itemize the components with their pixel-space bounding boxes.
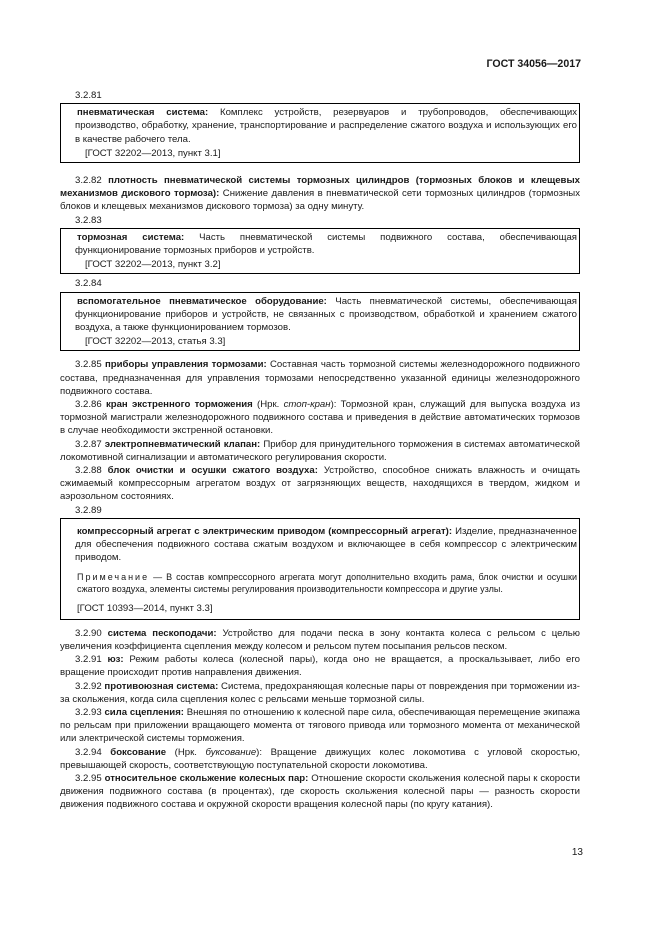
term: плотность пневматической системы тормозных цилиндров (тормозных блоков и клещевых механизмов дискового тормоза): xyxy=(60,175,580,200)
definition-paragraph xyxy=(60,772,580,812)
term: противоюзная система: xyxy=(104,680,219,692)
deprecated-prefix: (Нрк. xyxy=(166,746,206,758)
term: электропневматический клапан: xyxy=(104,438,261,450)
deprecated-prefix: (Нрк. xyxy=(252,399,284,411)
definition-text xyxy=(75,295,577,335)
note-label: Примечание xyxy=(77,571,150,582)
entry-number: 3.2.81 xyxy=(75,90,102,101)
definition-paragraph xyxy=(60,398,580,438)
entry-number: 3.2.85 xyxy=(75,359,102,371)
source-reference: [ГОСТ 32202—2013, пункт 3.2] xyxy=(85,259,221,271)
definition-paragraph xyxy=(60,358,580,398)
quoted-definition-box xyxy=(60,103,580,163)
definition-text xyxy=(75,106,577,146)
entry-number: 3.2.83 xyxy=(75,214,102,226)
definition-paragraph xyxy=(60,438,580,464)
term: юз: xyxy=(107,654,124,666)
term: вспомогательное пневматическое оборудование: xyxy=(77,295,327,307)
deprecated-term: стоп-кран xyxy=(283,399,331,411)
definition: ): Вращение движущих колес локомотива с угловой скоростью, превышающей скорость, соответствующую поступательной скорости локомотива. xyxy=(60,746,581,771)
page-number: 13 xyxy=(571,847,583,858)
definition: Снижение давления в пневматической сети тормозных цилиндров (тормозных блоков и клещевых механизмов дискового тормоза) за одну минуту. xyxy=(60,188,580,213)
entry-number: 3.2.90 xyxy=(75,627,102,639)
definition: Часть пневматической системы подвижного состава, обеспечивающая функционирование тормозных приборов и устройств. xyxy=(75,231,577,257)
source-reference: [ГОСТ 32202—2013, статья 3.3] xyxy=(85,336,226,348)
entry-number: 3.2.91 xyxy=(75,654,102,666)
definition-paragraph xyxy=(60,706,580,746)
definition: Режим работы колеса (колесной пары), когда оно не вращается, а проскальзывает, либо его вращение происходит против направления движения. xyxy=(60,654,580,679)
entry-number: 3.2.88 xyxy=(75,465,102,477)
definition-paragraph xyxy=(60,174,580,214)
entry-number: 3.2.93 xyxy=(75,706,102,718)
note-text xyxy=(75,571,577,596)
definition: Система, предохраняющая колесные пары от повреждения при торможении из-за скольжения, когда сила сцепления колес с рельсами меньше тормозной силы. xyxy=(60,680,580,705)
source-reference: [ГОСТ 10393—2014, пункт 3.3] xyxy=(77,602,213,614)
entry-number: 3.2.82 xyxy=(75,175,102,187)
quoted-definition-box xyxy=(60,518,580,620)
term: тормозная система: xyxy=(77,231,185,243)
entry-number: 3.2.84 xyxy=(75,278,102,290)
definition: Устройство для подачи песка в зону контакта колеса с рельсом с целью увеличения коэффициента сцепления между колесом и рельсом путем посыпания рельсов песком. xyxy=(60,627,580,652)
definition-paragraph xyxy=(60,627,580,653)
definition-text xyxy=(75,231,577,257)
definition-paragraph xyxy=(60,653,580,679)
definition-paragraph xyxy=(60,746,580,772)
entry-number: 3.2.94 xyxy=(75,746,102,758)
definition: Составная часть тормозной системы железнодорожного подвижного состава, предназначенная для управления тормозами непосредственно указанной единицы железнодорожного подвижного состава. xyxy=(60,359,580,397)
term: компрессорный агрегат с электрическим приводом (компрессорный агрегат): xyxy=(77,525,453,537)
definition: ): Тормозной кран, служащий для выпуска воздуха из тормозной магистрали железнодорожного подвижного состава и приведения в действие автоматических тормозов в случае необходимости экстренной остановки. xyxy=(60,399,580,437)
definition-paragraph xyxy=(60,464,580,504)
definition: Устройство, способное снижать влажность и очищать сжимаемый компрессорным агрегатом воздух от загрязняющих веществ, находящихся в твердом, жидком и аэрозольном состояниях. xyxy=(60,465,580,503)
term: относительное скольжение колесных пар: xyxy=(104,772,309,784)
term: приборы управления тормозами: xyxy=(104,359,267,371)
term: кран экстренного торможения xyxy=(105,399,253,411)
definition: Комплекс устройств, резервуаров и трубопроводов, обеспечивающих производство, обработку, хранение, транспортирование и распределение сжатого воздуха и использующих его в качестве рабочего тела. xyxy=(75,107,578,145)
definition: Внешняя по отношению к колесной паре сила, обеспечивающая перемещение экипажа по рельсам при приложении вращающего момента от тягового привода или тормозного момента от механической или электрической системы торможения. xyxy=(60,706,581,745)
entry-number: 3.2.86 xyxy=(75,399,102,411)
entry-number: 3.2.92 xyxy=(75,680,102,692)
quoted-definition-box xyxy=(60,228,580,275)
entry-number: 3.2.89 xyxy=(75,504,102,516)
definition: Изделие, предназначенное для обеспечения подвижного состава сжатым воздухом и включающее в себя компрессор с электрическим приводом. xyxy=(75,525,577,564)
term: система пескоподачи: xyxy=(107,627,217,639)
document-header: ГОСТ 34056—2017 xyxy=(486,58,581,70)
quoted-definition-box xyxy=(60,292,580,352)
document-body xyxy=(60,89,580,812)
entry-number: 3.2.87 xyxy=(75,438,102,450)
definition-text xyxy=(75,525,577,565)
deprecated-term: буксование xyxy=(205,746,257,758)
source-reference: [ГОСТ 32202—2013, пункт 3.1] xyxy=(85,147,221,159)
note-body: — В состав компрессорного агрегата могут дополнительно входить рама, блок очистки и осушки сжатого воздуха, элементы системы регулирования производительности компрессора и другие узлы. xyxy=(77,571,577,594)
definition: Часть пневматической системы, обеспечивающая функционирование приборов и устройств, не связанных с производством, обработкой и хранением сжатого воздуха, а также функционированием тормозов. xyxy=(75,295,578,334)
definition: Отношение скорости скольжения колесной пары к скорости движения подвижного состава (в процентах), где скорость скольжения колесной пары — разность скорости движения подвижного состава и окружной скорости вращения колесной пары (по кругу катания). xyxy=(60,772,581,811)
term: сила сцепления: xyxy=(104,706,184,718)
term: пневматическая система: xyxy=(77,107,209,119)
term: боксование xyxy=(110,746,167,758)
entry-number: 3.2.95 xyxy=(75,772,102,784)
definition-paragraph xyxy=(60,680,580,706)
definition: Прибор для принудительного торможения в системах автоматической локомотивной сигнализации и автоматического регулирования скорости. xyxy=(60,438,580,463)
term: блок очистки и осушки сжатого воздуха: xyxy=(107,465,318,477)
